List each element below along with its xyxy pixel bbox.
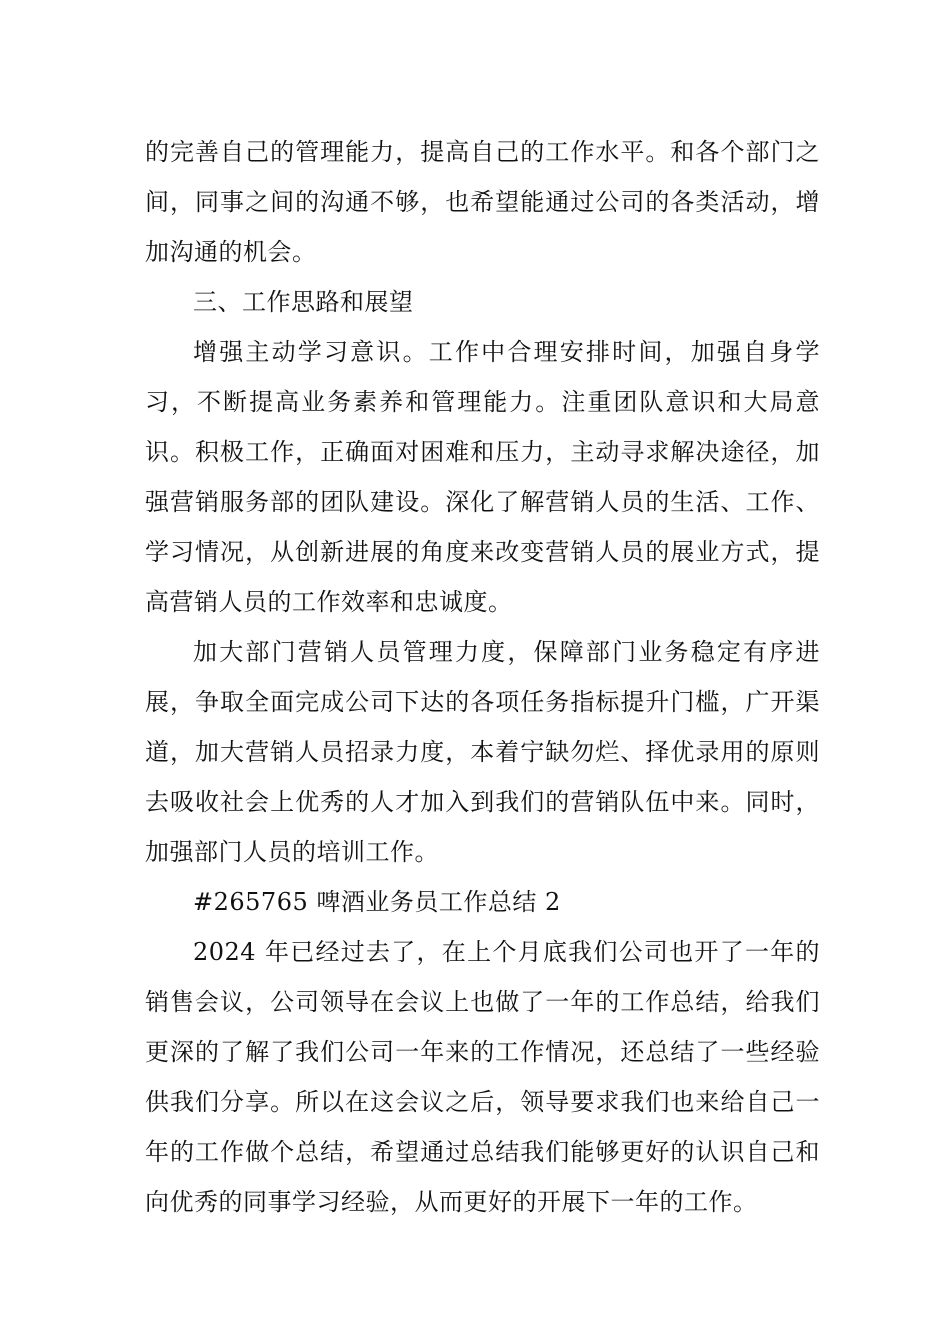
continuation-paragraph: 的完善自己的管理能力，提高自己的工作水平。和各个部门之间，同事之间的沟通不够，也希望能通过公司的各类活动，增加沟通的机会。 bbox=[145, 138, 820, 266]
paragraph-study-awareness: 增强主动学习意识。工作中合理安排时间，加强自身学习，不断提高业务素养和管理能力。注重团队意识和大局意识。积极工作，正确面对困难和压力，主动寻求解决途径，加强营销服务部的团队建设。深化了解营销人员的生活、工作、学习情况，从创新进展的角度来改变营销人员的展业方式，提高营销人员的工作效率和忠诚度。 bbox=[145, 338, 820, 616]
section-heading: 三、工作思路和展望 bbox=[193, 288, 414, 316]
document-body bbox=[145, 127, 820, 1227]
paragraph-staff-management: 加大部门营销人员管理力度，保障部门业务稳定有序进展，争取全面完成公司下达的各项任务指标提升门槛，广开渠道，加大营销人员招录力度，本着宁缺勿烂、择优录用的原则去吸收社会上优秀的人才加入到我们的营销队伍中来。同时，加强部门人员的培训工作。 bbox=[145, 638, 820, 866]
article-title: #265765 啤酒业务员工作总结 2 bbox=[193, 888, 561, 916]
paragraph-annual-summary: 2024 年已经过去了，在上个月底我们公司也开了一年的销售会议，公司领导在会议上也做了一年的工作总结，给我们更深的了解了我们公司一年来的工作情况，还总结了一些经验供我们分享。所以在这会议之后，领导要求我们也来给自己一年的工作做个总结，希望通过总结我们能够更好的认识自己和向优秀的同事学习经验，从而更好的开展下一年的工作。 bbox=[145, 938, 820, 1216]
